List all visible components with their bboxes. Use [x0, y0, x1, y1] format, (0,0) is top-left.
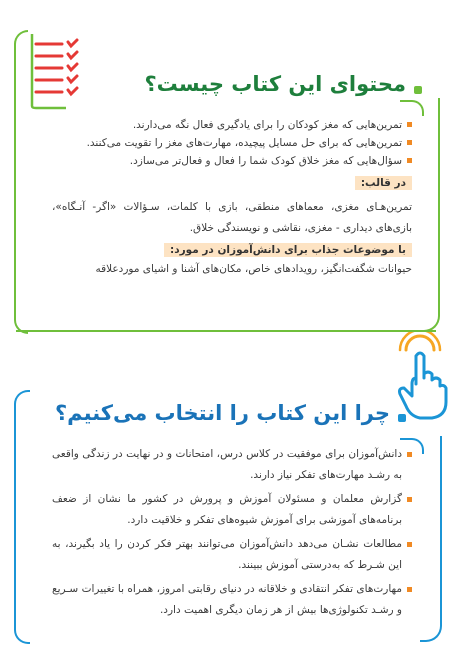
section2-frame-left	[14, 390, 30, 644]
section2-frame-right	[420, 436, 442, 642]
section2-title-marker	[398, 414, 406, 422]
section1-frame-right	[418, 98, 440, 332]
format-label: در قالب:	[355, 176, 412, 190]
checklist-icon	[30, 30, 82, 110]
list-item: سؤال‌هایی که مغز خلاق کودک شما را فعال و فعال‌تر می‌سازد.	[52, 152, 412, 170]
topics-label: با موضوعات جذاب برای دانش‌آموزان در مورد:	[164, 243, 412, 257]
section1-title: محتوای این کتاب چیست؟	[144, 72, 406, 96]
list-item: گزارش معلمان و مسئولان آموزش و پرورش در کشور ما نشان از ضعف برنامه‌های آموزشی برای آموزش شیوه‌های تفکر و خلاقیت دارد.	[52, 489, 412, 531]
topics-text: حیوانات شگفت‌انگیز، رویدادهای خاص، مکان‌های آشنا و اشیای موردعلاقه	[95, 263, 412, 275]
list-item: مطالعات نشـان می‌دهد دانش‌آموزان می‌توانند بهتر فکر کردن را یاد بگیرند، به این شـرط که به‌درستی آموزش ببینند.	[52, 534, 412, 576]
section2-bullet-list	[52, 444, 412, 624]
list-item: تمرین‌هایی که برای حل مسایل پیچیده، مهارت‌های مغز را تقویت می‌کنند.	[52, 134, 412, 152]
list-item: تمرین‌هایی که مغز کودکان را برای یادگیری فعال نگه می‌دارند.	[52, 116, 412, 134]
section1-frame-left	[14, 30, 28, 334]
pointing-hand-icon	[392, 332, 452, 422]
section1-bullet-list	[52, 116, 412, 170]
list-item: دانش‌آموزان برای موفقیت در کلاس درس، امتحانات و در نهایت در زندگی واقعی به رشـد مهارت‌های تفکر نیاز دارند.	[52, 444, 412, 486]
section1-title-marker	[414, 86, 422, 94]
section1-frame-bottom	[16, 318, 436, 332]
format-text: تمرین‌هـای مغزی، معماهای منطقی، بازی با کلمات، سـؤالات «اگر- آنـگاه»، بازی‌های دیداری - مغزی، نقاشی و نویسندگی خلاق.	[52, 201, 412, 234]
section2-title: چرا این کتاب را انتخاب می‌کنیم؟	[54, 401, 390, 425]
list-item: مهارت‌های تفکر انتقادی و خلاقانه در دنیای رقابتی امروز، همراه با تغییرات سـریع و رشـد تکنولوژی‌ها بیش از هر زمان دیگری اهمیت دارد.	[52, 579, 412, 621]
